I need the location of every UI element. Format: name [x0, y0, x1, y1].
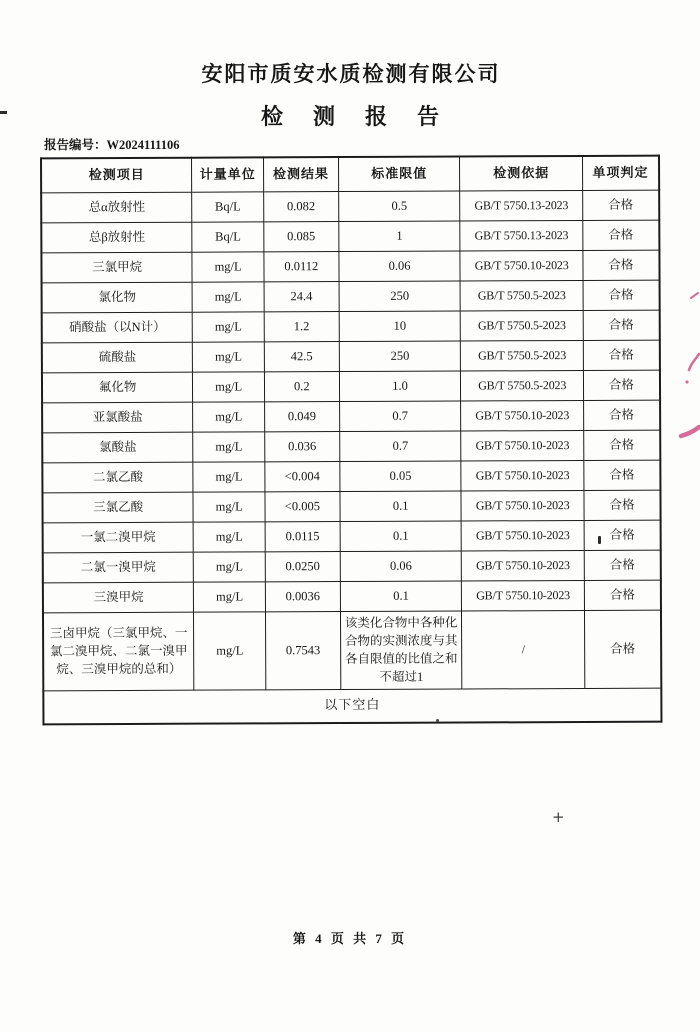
cell-result: <0.004: [265, 462, 340, 492]
cell-unit: mg/L: [194, 552, 266, 582]
cell-limit: 0.06: [340, 551, 462, 582]
cell-limit: 0.1: [340, 491, 462, 522]
cell-basis: GB/T 5750.5-2023: [461, 340, 583, 371]
cell-limit: 10: [339, 311, 461, 342]
cell-result: 1.2: [264, 312, 339, 342]
cell-unit: mg/L: [192, 252, 264, 282]
cell-unit: mg/L: [193, 402, 265, 432]
cell-basis: GB/T 5750.10-2023: [462, 580, 584, 611]
cell-limit: 250: [339, 281, 461, 312]
cell-result: 0.0112: [264, 252, 339, 282]
cell-item: 亚氯酸盐: [42, 402, 193, 433]
cell-item: 三氯甲烷: [41, 252, 192, 283]
table-row: [43, 610, 661, 690]
table-row: [43, 550, 661, 583]
cell-judgement: 合格: [583, 250, 660, 280]
results-table: [40, 155, 662, 725]
cell-unit: mg/L: [193, 372, 265, 402]
cell-judgement: 合格: [583, 280, 660, 310]
scan-speck: [0, 111, 7, 114]
blank-row-note: 以下空白: [43, 688, 661, 724]
cell-result: 0.0250: [265, 552, 340, 582]
cell-unit: mg/L: [194, 612, 266, 690]
cell-unit: mg/L: [192, 282, 264, 312]
cell-basis: /: [462, 610, 585, 688]
cell-basis: GB/T 5750.10-2023: [461, 490, 583, 521]
cell-basis: GB/T 5750.10-2023: [462, 520, 584, 551]
cell-limit: 该类化合物中各种化合物的实测浓度与其各自限值的比值之和不超过1: [340, 611, 462, 689]
cell-limit: 0.1: [340, 521, 462, 552]
table-row: [41, 250, 659, 283]
cell-item: 三氯乙酸: [42, 492, 193, 523]
cell-judgement: 合格: [583, 400, 660, 430]
table-row: [41, 220, 659, 253]
cell-basis: GB/T 5750.13-2023: [460, 220, 582, 251]
blank-row: [43, 688, 661, 724]
col-header-basis: 检测依据: [460, 156, 583, 191]
scan-speck: [598, 536, 601, 544]
stamp-edge-marks: [674, 288, 700, 448]
cell-result: 0.0115: [265, 522, 340, 552]
cell-item: 一氯二溴甲烷: [43, 522, 194, 553]
cell-judgement: 合格: [582, 190, 659, 220]
table-row: [42, 370, 660, 403]
cell-result: 0.036: [265, 432, 340, 462]
cell-item: 氟化物: [42, 372, 193, 403]
cell-unit: mg/L: [193, 522, 265, 552]
scan-speck: [436, 719, 439, 722]
cell-judgement: 合格: [583, 310, 660, 340]
table-row: [42, 460, 660, 493]
cell-judgement: 合格: [583, 340, 660, 370]
cell-limit: 1: [339, 221, 461, 252]
cell-unit: mg/L: [193, 462, 265, 492]
cell-result: 0.7543: [265, 612, 340, 690]
table-row: [42, 340, 660, 373]
cell-item: 三溴甲烷: [43, 582, 194, 613]
cell-unit: mg/L: [192, 312, 264, 342]
cell-basis: GB/T 5750.10-2023: [462, 550, 584, 581]
cell-basis: GB/T 5750.10-2023: [461, 400, 583, 431]
cell-item: 硝酸盐（以N计）: [42, 312, 193, 343]
table-row: [42, 310, 660, 343]
cell-item: 总β放射性: [41, 222, 192, 253]
cell-item: 总α放射性: [41, 192, 192, 223]
cell-unit: mg/L: [193, 492, 265, 522]
table-row: [41, 190, 659, 223]
col-header-judgement: 单项判定: [582, 156, 659, 191]
cell-limit: 0.06: [339, 251, 461, 282]
cell-judgement: 合格: [584, 490, 661, 520]
cell-item: 二氯乙酸: [42, 462, 193, 493]
cell-limit: 250: [339, 341, 461, 372]
cell-judgement: 合格: [584, 610, 661, 688]
results-table-body: [41, 190, 661, 724]
cell-unit: Bq/L: [192, 222, 264, 252]
cell-basis: GB/T 5750.10-2023: [461, 460, 583, 491]
company-name: 安阳市质安水质检测有限公司: [201, 62, 501, 86]
cell-result: 24.4: [264, 282, 339, 312]
table-row: [43, 520, 661, 553]
cell-basis: GB/T 5750.13-2023: [460, 190, 582, 221]
cell-limit: 0.1: [340, 581, 462, 612]
cell-basis: GB/T 5750.5-2023: [461, 370, 583, 401]
report-number-value: W2024111106: [106, 138, 180, 152]
col-header-item: 检测项目: [41, 158, 192, 193]
cell-judgement: 合格: [584, 550, 661, 580]
col-header-unit: 计量单位: [192, 157, 264, 192]
cell-item: 二氯一溴甲烷: [43, 552, 194, 583]
report-number: [44, 135, 179, 153]
cell-result: 0.2: [264, 372, 339, 402]
cell-unit: Bq/L: [192, 192, 264, 222]
cell-item: 三卤甲烷（三氯甲烷、一氯二溴甲烷、二氯一溴甲烷、三溴甲烷的总和）: [43, 612, 194, 690]
cell-unit: mg/L: [194, 582, 266, 612]
cell-limit: 1.0: [339, 371, 461, 402]
table-row: [42, 490, 660, 523]
cell-judgement: 合格: [584, 430, 661, 460]
cell-unit: mg/L: [193, 432, 265, 462]
cell-result: <0.005: [265, 492, 340, 522]
col-header-result: 检测结果: [263, 157, 338, 192]
table-header-row: [41, 156, 659, 193]
report-title: 检测报告: [260, 104, 469, 129]
cell-unit: mg/L: [193, 342, 265, 372]
table-row: [42, 280, 660, 313]
cell-result: 0.082: [264, 192, 339, 222]
registration-plus-mark: +: [552, 808, 565, 826]
cell-basis: GB/T 5750.10-2023: [460, 250, 582, 281]
cell-result: 42.5: [264, 342, 339, 372]
cell-item: 硫酸盐: [42, 342, 193, 373]
cell-result: 0.0036: [265, 582, 340, 612]
cell-item: 氯酸盐: [42, 432, 193, 463]
table-row: [43, 580, 661, 613]
table-row: [42, 430, 660, 463]
cell-judgement: 合格: [584, 520, 661, 550]
table-row: [42, 400, 660, 433]
cell-judgement: 合格: [583, 220, 660, 250]
cell-basis: GB/T 5750.10-2023: [461, 430, 583, 461]
cell-judgement: 合格: [583, 370, 660, 400]
cell-basis: GB/T 5750.5-2023: [461, 280, 583, 311]
report-number-label: 报告编号：: [44, 138, 107, 152]
cell-limit: 0.7: [339, 401, 461, 432]
col-header-limit: 标准限值: [338, 157, 460, 192]
cell-item: 氯化物: [42, 282, 193, 313]
cell-result: 0.085: [264, 222, 339, 252]
cell-limit: 0.5: [338, 191, 460, 222]
cell-result: 0.049: [265, 402, 340, 432]
cell-limit: 0.7: [339, 431, 461, 462]
cell-judgement: 合格: [584, 460, 661, 490]
cell-basis: GB/T 5750.5-2023: [461, 310, 583, 341]
page-number-footer: 第 4 页 共 7 页: [292, 931, 408, 946]
cell-limit: 0.05: [340, 461, 462, 492]
cell-judgement: 合格: [584, 580, 661, 610]
